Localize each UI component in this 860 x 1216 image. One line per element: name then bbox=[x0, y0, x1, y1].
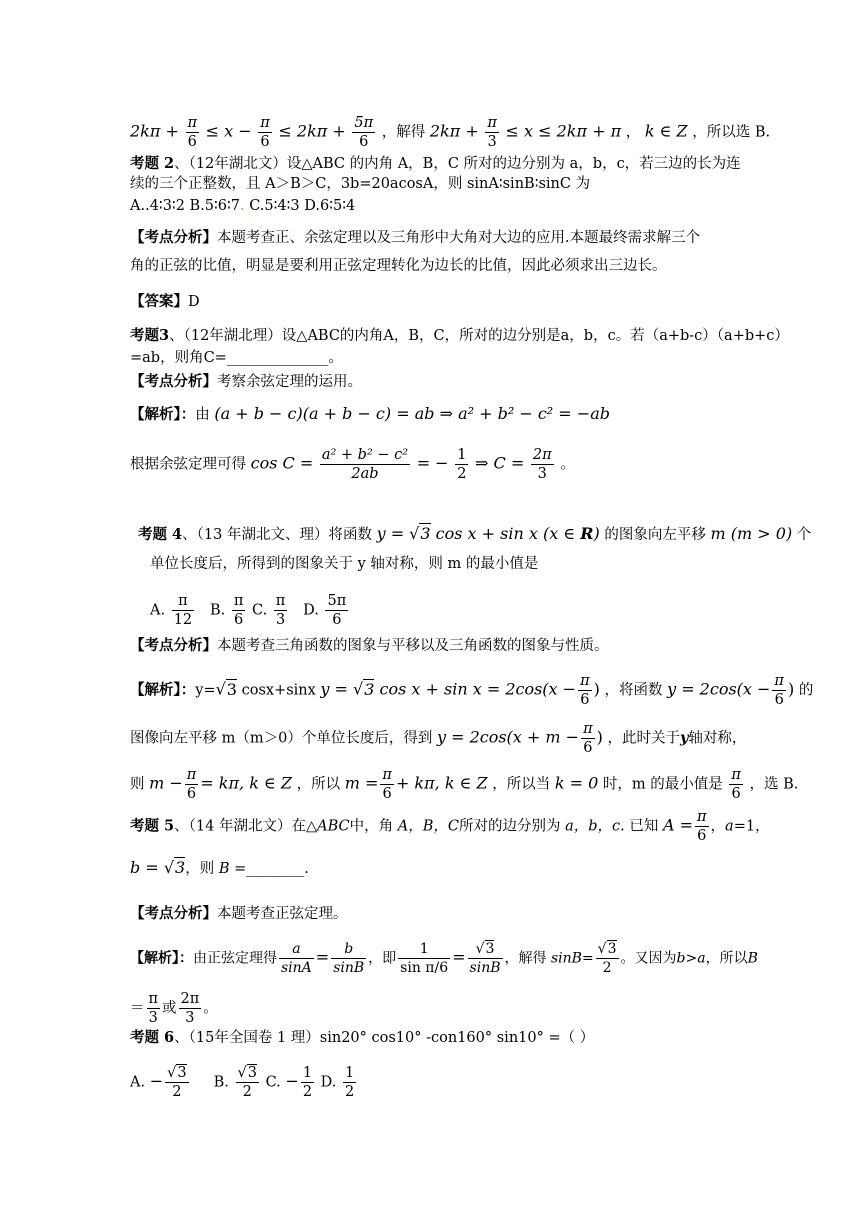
question-text: 、（15年全国卷 1 理）sin20° cos10° -con160° sin10° =（ ） bbox=[174, 1030, 595, 1046]
q4-solution-3: 则 m − $\frac{\pi}{6}$ = kπ, k ∈ Z ，所以 m = $\frac{\pi}{6}$ + kπ, k ∈ Z ，所以当 k = 0 时，m 的最小值是 $\frac{\pi}{6}$ ，选 B. bbox=[130, 767, 799, 802]
solution-label: 【解析】： bbox=[130, 950, 193, 967]
fraction: $\frac{2\pi}{3}$ bbox=[532, 447, 552, 482]
text: 轴对称， bbox=[688, 730, 747, 747]
question-text: 个 bbox=[796, 527, 812, 543]
q2-analysis-1 bbox=[130, 228, 740, 248]
analysis-text: 本题考查正、余弦定理以及三角形中大角对大边的应用.本题最终需求解三个 bbox=[217, 230, 701, 246]
fraction: $\frac{\pi}{12}$ bbox=[173, 593, 193, 628]
text: ，解得 bbox=[504, 950, 547, 967]
question-text: 、（14 年湖北文）在△ bbox=[174, 818, 318, 835]
line-1: 2kπ + $\frac{\pi}{6}$ ≤ x − $\frac{\pi}{6}$ ≤ 2kπ + $\frac{5\pi}{6}$ ，解得 2kπ + $\frac{\pi}{3}$ ≤ x ≤ 2kπ + π ， k ∈ Z ，所以选 B. bbox=[130, 115, 771, 150]
q3-line-2 bbox=[130, 348, 740, 368]
q4-analysis bbox=[130, 636, 740, 656]
question-text: ， bbox=[710, 818, 726, 835]
q2-line-1 bbox=[130, 154, 740, 174]
text: y bbox=[679, 729, 689, 747]
question-text: 中，角 bbox=[349, 818, 394, 835]
question-text: =1， bbox=[733, 818, 770, 835]
q5-line-1: 考题 5、（14 年湖北文）在△ABC中，角 A，B，C所对的边分别为 a，b，c. 已知 A = $\frac{\pi}{6}$ ，a=1， bbox=[130, 809, 770, 844]
q3-line-1 bbox=[130, 326, 789, 346]
q4-solution-2: 图像向左平移 m（m＞0）个单位长度后，得到 y = 2cos(x + m − $\frac{\pi}{6}$ ) ，此时关于y轴对称， bbox=[130, 721, 747, 756]
question-label: 考题 6 bbox=[130, 1029, 175, 1046]
answer-label: 【答案】 bbox=[130, 293, 188, 310]
q2-answer bbox=[130, 292, 740, 312]
analysis-label: 【考点分析】 bbox=[130, 637, 217, 654]
fraction: $\frac{\pi}{3}$ bbox=[487, 115, 497, 150]
options: C.5∶4∶3 D.6∶5∶4 bbox=[244, 198, 356, 214]
fraction: $\frac{\pi}{6}$ bbox=[697, 809, 707, 844]
question-text: ，则 bbox=[185, 861, 215, 877]
options: . bbox=[240, 198, 245, 214]
q3-solution-1: 【解析】：由 (a + b − c)(a + b − c) = ab ⇒ a² + b² − c² = −ab bbox=[130, 404, 610, 423]
q5-analysis bbox=[130, 904, 740, 924]
fraction: $\frac{\pi}{6}$ bbox=[187, 115, 198, 150]
q3-solution-2: 根据余弦定理可得 cos C = $\frac{\text{a² + b² − c²}}{2ab}$ = − $\frac{1}{2}$ ⇒ C = $\frac{2\pi}{3}$ 。 bbox=[130, 447, 575, 482]
text: y= bbox=[195, 682, 216, 699]
fraction: $\frac{\pi}{3}$ bbox=[275, 593, 286, 628]
fraction: $\frac{5\pi}{6}$ bbox=[354, 115, 374, 150]
math: k ∈ Z bbox=[644, 121, 688, 141]
text: ，所以当 bbox=[492, 776, 551, 793]
question-text: B bbox=[218, 861, 230, 877]
text: ，即 bbox=[368, 950, 397, 967]
fraction: $\frac{5\pi}{6}$ bbox=[327, 593, 347, 628]
q4-options bbox=[150, 592, 760, 629]
q2-analysis-2 bbox=[130, 256, 740, 276]
question-text: ABC bbox=[317, 818, 350, 835]
text: 。 bbox=[560, 456, 575, 473]
text: ，选 B. bbox=[749, 776, 799, 793]
question-label: 考题 2 bbox=[130, 155, 175, 172]
fraction: $\frac{\pi}{6}$ bbox=[580, 673, 590, 708]
analysis-text: 本题考查三角函数的图象与平移以及三角函数的图象与性质。 bbox=[217, 638, 609, 654]
fraction: $\frac{√3}{\sin B}$ bbox=[469, 941, 501, 976]
question-label: 考题3 bbox=[130, 327, 170, 344]
text: 由 bbox=[195, 407, 210, 423]
fraction: $\frac{\pi}{6}$ bbox=[731, 767, 741, 802]
solution-label: 【解析】： bbox=[130, 681, 196, 699]
q4-solution-1: 【解析】：y=√3 cosx+sinx y = √3 cos x + sin x = 2cos(x − $\frac{\pi}{6}$ ) ，将函数 y = 2cos(x − $\frac{\pi}{6}$ ) 的 bbox=[130, 673, 814, 708]
fraction: $\frac{1}{2}$ bbox=[344, 1065, 355, 1100]
text: cosx+sinx bbox=[241, 682, 316, 699]
analysis-label: 【考点分析】 bbox=[130, 229, 217, 246]
text: 根据余弦定理可得 bbox=[130, 456, 246, 473]
fraction: $\frac{\pi}{6}$ bbox=[186, 767, 197, 802]
question-text: 、（13 年湖北文、理）将函数 bbox=[182, 527, 372, 543]
text: 图像向左平移 m（m＞0）个单位长度后，得到 bbox=[130, 730, 433, 747]
q5-line-2: b = √3，则 B =________. bbox=[130, 858, 309, 877]
answer-value: D bbox=[188, 294, 200, 310]
q2-line-2 bbox=[130, 174, 740, 194]
analysis-text: 角的正弦的比值，明显是要利用正弦定理转化为边长的比值，因此必须求出三边长。 bbox=[130, 258, 667, 274]
option-label: A. bbox=[150, 602, 166, 619]
text: b>a bbox=[676, 950, 706, 967]
fraction: $\frac{√3}{2}$ bbox=[597, 941, 617, 976]
text: ＝ bbox=[130, 1000, 145, 1017]
text: 由正弦定理得 bbox=[193, 950, 277, 967]
fraction: $\frac{\pi}{6}$ bbox=[233, 593, 244, 628]
text: 时，m 的最小值是 bbox=[602, 776, 723, 793]
q5-solution-1: 【解析】：由正弦定理得 $\frac{a}{\sin A}$ = $\frac{b}{\sin B}$ ，即 $\frac{1}{\text{sin π/6}}$ = $\frac{√3}{\sin B}$ ，解得 sinB= $\frac{√3}{2}$ 。又因为b>a，所以B bbox=[130, 941, 758, 976]
question-text: =________. bbox=[234, 861, 309, 877]
q5-solution-2 bbox=[130, 990, 740, 1027]
text: 的 bbox=[798, 682, 814, 699]
question-text: A，B，C bbox=[397, 818, 459, 835]
question-text: 续的三个正整数，且 A＞B＞C，3b=20acosA，则 sinA∶sinB∶sinC 为 bbox=[130, 176, 591, 192]
fraction: $\frac{\pi}{6}$ bbox=[382, 767, 392, 802]
q6-line-1 bbox=[130, 1028, 740, 1048]
fraction: $\frac{2\pi}{3}$ bbox=[180, 991, 200, 1026]
option-label: A. bbox=[130, 1074, 146, 1091]
text: 。 bbox=[203, 1000, 218, 1017]
analysis-label: 【考点分析】 bbox=[130, 905, 217, 922]
question-text: =ab，则角C=______________。 bbox=[130, 350, 343, 366]
analysis-text: 本题考查正弦定理。 bbox=[217, 906, 348, 922]
fraction: $\frac{1}{2}$ bbox=[457, 447, 467, 482]
option-label: D. bbox=[320, 1074, 337, 1091]
fraction: $\frac{\pi}{3}$ bbox=[148, 991, 159, 1026]
option-label: C. bbox=[265, 1074, 281, 1091]
fraction: $\frac{\pi}{6}$ bbox=[774, 673, 784, 708]
option-label: D. bbox=[303, 602, 319, 619]
analysis-text: 考察余弦定理的运用。 bbox=[217, 374, 362, 390]
fraction: $\frac{1}{2}$ bbox=[302, 1065, 313, 1100]
question-text: 、（12年湖北理）设△ABC的内角A，B，C，所对的边分别是a，b，c。若（a+b-c）（a+b+c） bbox=[169, 328, 789, 344]
question-text: 单位长度后，所得到的图象关于 y 轴对称，则 m 的最小值是 bbox=[150, 556, 539, 572]
options: A..4∶3∶2 B.5∶6∶7 bbox=[130, 198, 241, 214]
text: ，此时关于 bbox=[607, 730, 680, 747]
question-text: 的图象向左平移 bbox=[604, 527, 706, 543]
q2-options bbox=[130, 196, 740, 216]
fraction: $\frac{√3}{2}$ bbox=[237, 1065, 257, 1100]
text: ，所以选 B. bbox=[692, 124, 771, 141]
fraction: $\frac{b}{\sin B}$ bbox=[333, 941, 365, 976]
question-text: a，b，c. bbox=[565, 818, 625, 835]
fraction: $\frac{√3}{2}$ bbox=[167, 1065, 187, 1100]
text: ，解得 bbox=[381, 124, 426, 141]
q4-line-1: 考题 4、（13 年湖北文、理）将函数 y = √3 cos x + sin x (x ∈ R) 的图象向左平移 m (m > 0) 个 bbox=[138, 524, 812, 543]
question-text: 已知 bbox=[629, 818, 659, 835]
fraction: $\frac{a}{\sin A}$ bbox=[281, 941, 312, 976]
solution-label: 【解析】： bbox=[130, 406, 196, 423]
text: 则 bbox=[130, 776, 145, 793]
option-label: B. bbox=[209, 602, 226, 619]
text: ，所以 bbox=[705, 950, 748, 967]
text: ， bbox=[625, 124, 641, 141]
question-text: a bbox=[725, 818, 734, 835]
option-label: B. bbox=[213, 1074, 229, 1091]
analysis-label: 【考点分析】 bbox=[130, 373, 217, 390]
text: 。又因为 bbox=[620, 950, 677, 967]
question-text: 、（12年湖北文）设△ABC 的内角 A，B，C 所对的边分别为 a，b，c，若三边的长为连 bbox=[174, 156, 741, 172]
question-label: 考题 5 bbox=[130, 817, 175, 835]
text: 或 bbox=[162, 1000, 177, 1017]
fraction: $\frac{1}{\text{sin π/6}}$ bbox=[400, 941, 449, 976]
q6-options: A. − $\frac{√3}{2}$ B. $\frac{√3}{2}$ C. − $\frac{1}{2}$ D. $\frac{1}{2}$ bbox=[130, 1065, 355, 1100]
fraction: $\frac{\pi}{6}$ bbox=[260, 115, 270, 150]
q3-analysis bbox=[130, 372, 740, 392]
fraction: $\frac{\pi}{6}$ bbox=[583, 721, 593, 756]
question-text: 所对的边分别为 bbox=[458, 818, 561, 835]
text: B bbox=[747, 950, 758, 967]
text: ，所以 bbox=[296, 776, 341, 793]
fraction: $\frac{\text{a² + b² − c²}}{2ab}$ bbox=[321, 447, 409, 482]
text: ，将函数 bbox=[604, 682, 663, 699]
option-label: C. bbox=[252, 602, 268, 619]
question-label: 考题 4 bbox=[138, 526, 183, 543]
q4-line-2 bbox=[150, 554, 760, 574]
